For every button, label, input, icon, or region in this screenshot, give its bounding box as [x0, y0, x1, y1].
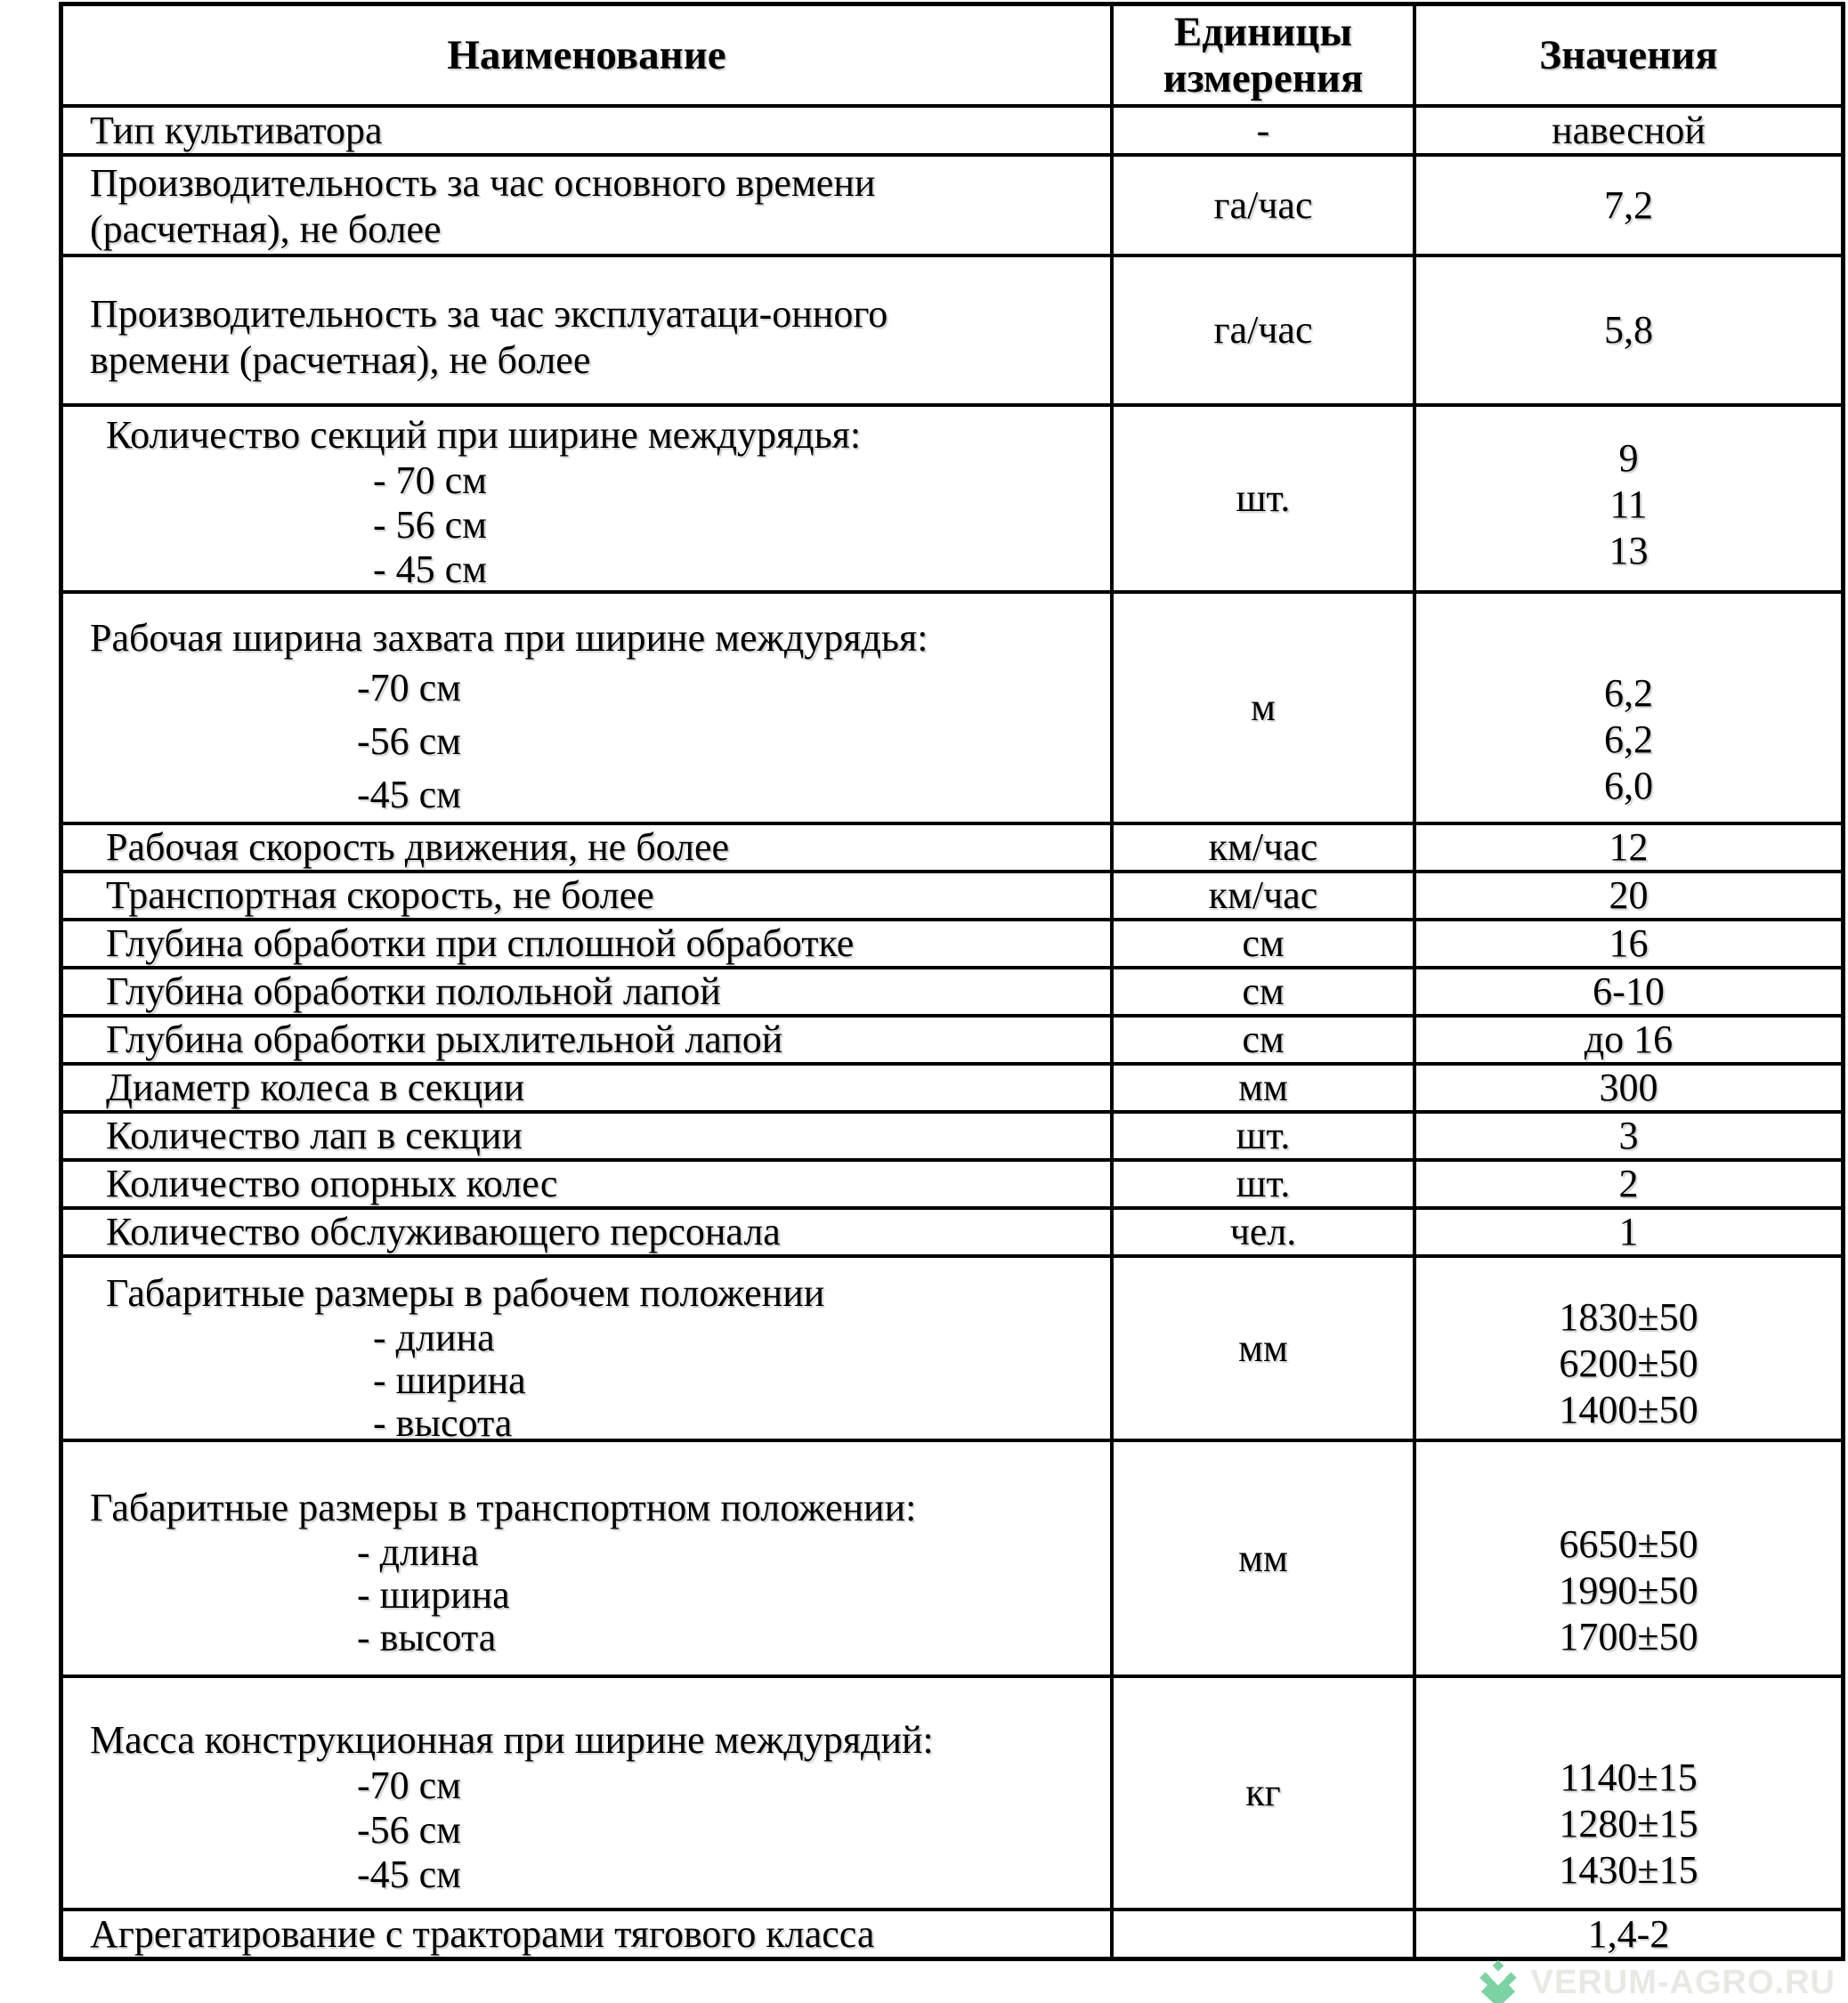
name-line: Глубина обработки рыхлительной лапой — [106, 1018, 783, 1061]
name-line: Диаметр колеса в секции — [106, 1066, 525, 1109]
value-line: 1400±50 — [1559, 1388, 1698, 1431]
value-line: 3 — [1618, 1114, 1639, 1157]
value-line: 5,8 — [1604, 308, 1653, 352]
value-line: 6,2 — [1604, 718, 1653, 761]
unit-cell: мм — [1110, 1442, 1413, 1675]
unit-cell: см — [1110, 921, 1413, 966]
unit-cell: га/час — [1110, 257, 1413, 403]
name-line: Тип культиватора — [90, 108, 383, 152]
value-line: 1430±15 — [1559, 1848, 1698, 1892]
table-row — [63, 254, 1841, 403]
table-row — [63, 1254, 1841, 1439]
name-cell — [63, 1442, 1110, 1675]
name-subitem-line: - высота — [357, 1616, 497, 1659]
unit-cell: шт. — [1110, 1162, 1413, 1206]
name-line: (расчетная), не более — [90, 207, 442, 251]
name-cell — [63, 1911, 1110, 1957]
name-cell — [63, 1018, 1110, 1062]
unit-cell: м — [1110, 594, 1413, 822]
value-cell — [1413, 108, 1841, 153]
name-cell — [63, 1258, 1110, 1439]
watermark — [1474, 1958, 1836, 2003]
name-cell — [63, 1162, 1110, 1206]
unit-cell: чел. — [1110, 1210, 1413, 1254]
name-line: Количество опорных колес — [106, 1162, 558, 1205]
name-subitem-line: - 70 см — [373, 458, 488, 502]
name-line: Рабочая скорость движения, не более — [106, 825, 730, 869]
value-cell — [1413, 1258, 1841, 1439]
unit-cell: мм — [1110, 1258, 1413, 1439]
unit-cell: кг — [1110, 1678, 1413, 1908]
value-line: 16 — [1609, 921, 1649, 965]
name-subitem-line: -70 см — [357, 666, 462, 710]
table-row — [63, 1206, 1841, 1254]
name-line: Производительность за час эксплуатаци-онного — [90, 292, 888, 336]
table-row — [63, 1110, 1841, 1158]
name-subitem-line: -45 см — [357, 773, 462, 816]
value-cell — [1413, 407, 1841, 590]
name-line: Рабочая ширина захвата при ширине междурядья: — [90, 616, 928, 660]
name-line: Габаритные размеры в рабочем положении — [106, 1271, 825, 1315]
value-line: 1700±50 — [1559, 1615, 1698, 1658]
name-cell — [63, 825, 1110, 870]
value-cell — [1413, 1678, 1841, 1908]
header-units-column: Единицы измерения — [1110, 6, 1413, 104]
value-line: 13 — [1609, 529, 1649, 572]
name-line: Транспортная скорость, не более — [106, 873, 654, 917]
value-line: 6200±50 — [1559, 1342, 1698, 1385]
value-cell — [1413, 873, 1841, 918]
name-line: Количество обслуживающего персонала — [106, 1210, 781, 1253]
name-cell — [63, 921, 1110, 966]
unit-cell: см — [1110, 1018, 1413, 1062]
value-line: 1280±15 — [1559, 1802, 1698, 1845]
table-row — [63, 403, 1841, 590]
name-subitem-line: - длина — [357, 1530, 479, 1574]
unit-cell: шт. — [1110, 1114, 1413, 1158]
value-line: 6650±50 — [1559, 1522, 1698, 1566]
name-cell — [63, 1066, 1110, 1110]
value-line: 300 — [1599, 1066, 1658, 1109]
table-row — [63, 590, 1841, 822]
value-cell — [1413, 1911, 1841, 1957]
value-line: до 16 — [1584, 1018, 1674, 1061]
value-cell — [1413, 1114, 1841, 1158]
unit-cell — [1110, 1911, 1413, 1957]
value-line: 12 — [1609, 825, 1649, 869]
name-line: Масса конструкционная при ширине междурядий: — [90, 1718, 934, 1762]
unit-cell: км/час — [1110, 825, 1413, 870]
name-subitem-line: - 45 см — [373, 547, 488, 590]
name-cell — [63, 1210, 1110, 1254]
value-line: 7,2 — [1604, 182, 1653, 227]
name-line: Количество лап в секции — [106, 1114, 523, 1157]
value-line: 1 — [1618, 1210, 1639, 1253]
table-row — [63, 1062, 1841, 1110]
name-subitem-line: -45 см — [357, 1853, 462, 1896]
unit-cell: мм — [1110, 1066, 1413, 1110]
header-name-column: Наименование — [447, 32, 726, 78]
name-cell — [63, 1114, 1110, 1158]
spec-table — [59, 2, 1845, 1961]
header-values-column: Значения — [1413, 6, 1841, 104]
name-cell — [63, 407, 1110, 590]
value-cell — [1413, 594, 1841, 822]
unit-cell: км/час — [1110, 873, 1413, 918]
table-row — [63, 918, 1841, 966]
table-row — [63, 1158, 1841, 1206]
unit-cell: шт. — [1110, 407, 1413, 590]
name-subitem-line: - длина — [373, 1316, 495, 1359]
value-cell — [1413, 1066, 1841, 1110]
name-subitem-line: -56 см — [357, 719, 462, 763]
value-cell — [1413, 921, 1841, 966]
value-cell — [1413, 1442, 1841, 1675]
unit-cell: см — [1110, 969, 1413, 1014]
name-subitem-line: - 56 см — [373, 503, 488, 547]
verum-agro-leaf-logo-icon — [1474, 1958, 1522, 2003]
name-line: Количество секций при ширине междурядья: — [106, 413, 862, 457]
name-cell — [63, 594, 1110, 822]
value-cell — [1413, 257, 1841, 403]
name-cell — [63, 1678, 1110, 1908]
table-row — [63, 1675, 1841, 1908]
name-cell — [63, 873, 1110, 918]
name-line: Производительность за час основного времени — [90, 161, 876, 205]
value-cell — [1413, 1210, 1841, 1254]
value-cell — [1413, 157, 1841, 254]
value-line: 2 — [1618, 1162, 1639, 1205]
table-row — [63, 966, 1841, 1014]
name-subitem-line: -70 см — [357, 1764, 462, 1807]
table-row — [63, 1014, 1841, 1062]
unit-cell: га/час — [1110, 157, 1413, 254]
value-line: 1830±50 — [1559, 1295, 1698, 1339]
name-line: времени (расчетная), не более — [90, 338, 591, 382]
name-subitem-line: -56 см — [357, 1808, 462, 1852]
value-line: 6-10 — [1593, 969, 1665, 1013]
value-cell — [1413, 969, 1841, 1014]
value-line: 6,2 — [1604, 671, 1653, 715]
value-line: 20 — [1609, 873, 1649, 917]
name-subitem-line: - ширина — [357, 1573, 510, 1617]
name-cell — [63, 157, 1110, 254]
name-subitem-line: - высота — [373, 1401, 513, 1439]
value-cell — [1413, 1018, 1841, 1062]
value-line: 1140±15 — [1560, 1756, 1698, 1799]
value-cell — [1413, 825, 1841, 870]
value-line: 11 — [1609, 483, 1648, 526]
table-row — [63, 870, 1841, 918]
name-line: Агрегатирование с тракторами тягового класса — [90, 1911, 875, 1956]
unit-cell: - — [1110, 108, 1413, 153]
value-line: 1990±50 — [1559, 1569, 1698, 1612]
table-row — [63, 104, 1841, 153]
value-line: 9 — [1618, 436, 1639, 480]
value-line: навесной — [1552, 108, 1706, 152]
name-cell — [63, 969, 1110, 1014]
watermark-text: VERUM-AGRO.RU — [1530, 1963, 1836, 2001]
value-line: 1,4-2 — [1587, 1911, 1670, 1956]
table-row — [63, 1439, 1841, 1675]
table-row — [63, 822, 1841, 870]
name-cell — [63, 257, 1110, 403]
table-row — [63, 1908, 1841, 1957]
name-cell — [63, 108, 1110, 153]
name-line: Габаритные размеры в транспортном положении: — [90, 1486, 917, 1529]
table-header-row — [63, 6, 1841, 104]
name-line: Глубина обработки при сплошной обработке — [106, 921, 855, 965]
table-row — [63, 153, 1841, 254]
value-line: 6,0 — [1604, 764, 1653, 807]
value-cell — [1413, 1162, 1841, 1206]
name-subitem-line: - ширина — [373, 1358, 526, 1402]
name-line: Глубина обработки полольной лапой — [106, 969, 721, 1013]
